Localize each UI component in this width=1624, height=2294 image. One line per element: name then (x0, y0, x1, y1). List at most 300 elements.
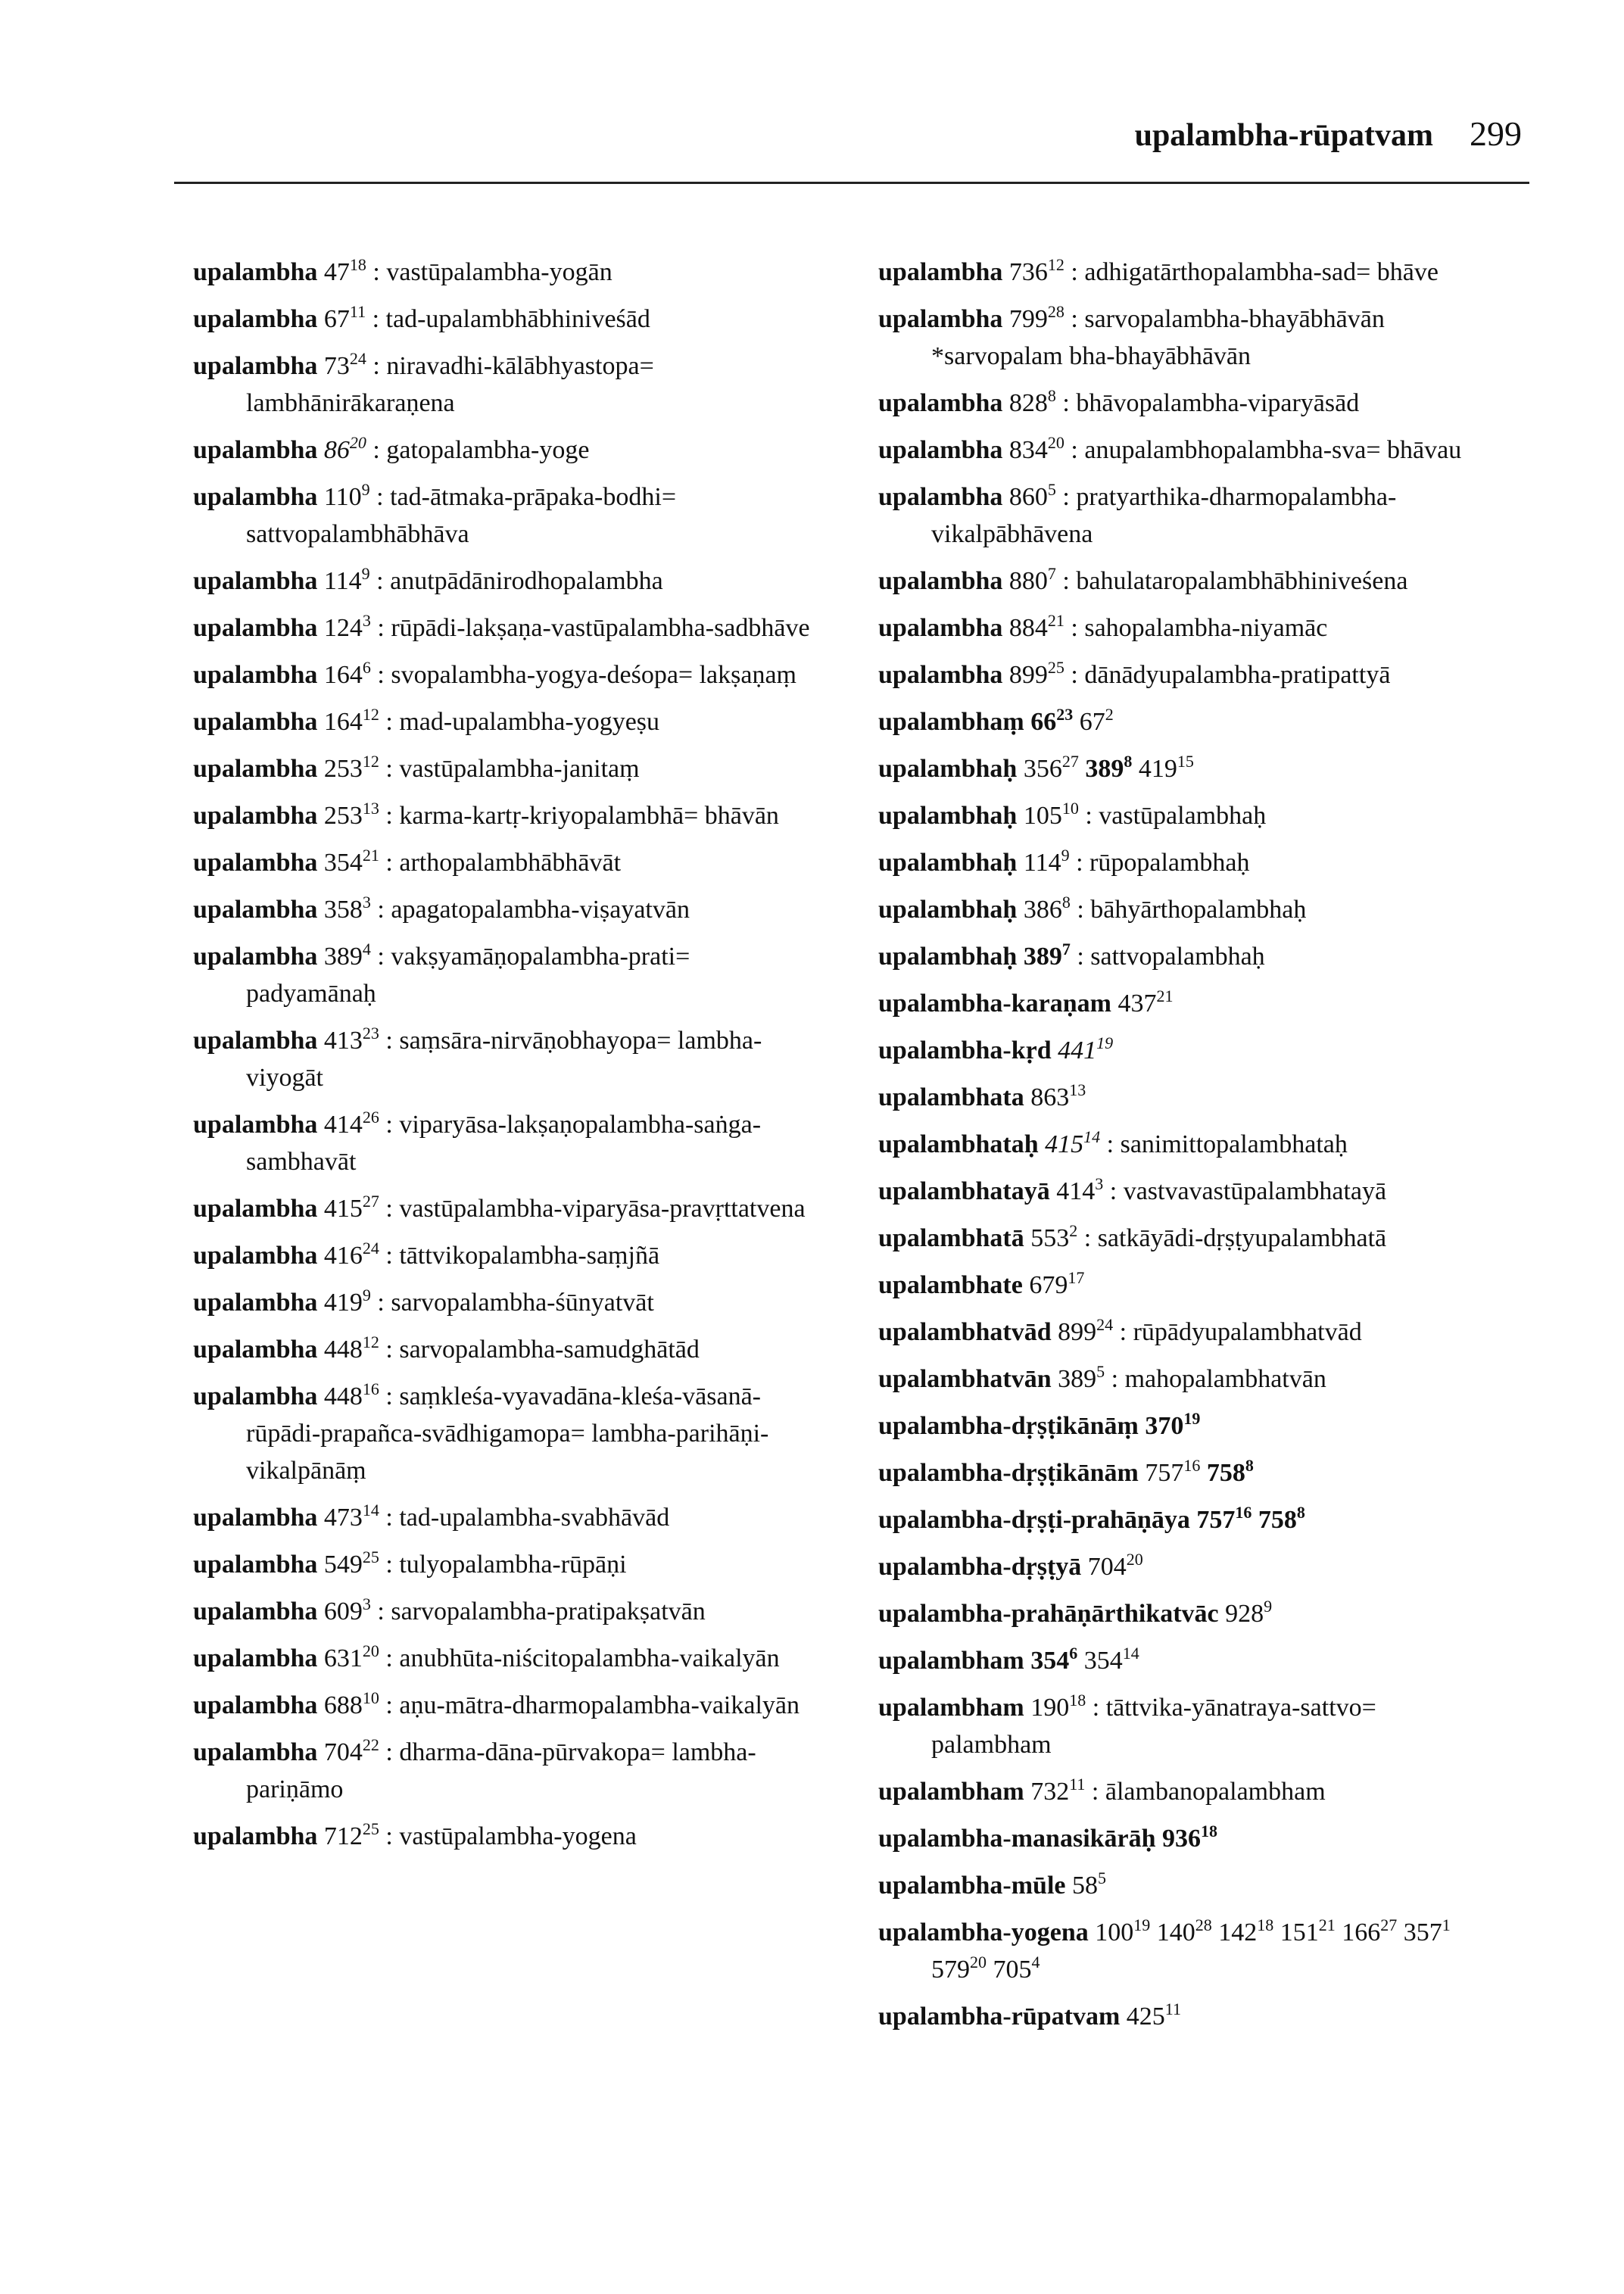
reference-page: 354 (323, 849, 363, 877)
entry-headword: upalambha-yogena (878, 1918, 1089, 1946)
entry-reference (1145, 1456, 1201, 1487)
reference-line: 13 (362, 799, 379, 818)
reference-page: 704 (323, 1738, 363, 1766)
entry-headword: upalambha-rūpatvam (878, 2003, 1121, 2031)
entry-gloss: sarvopalambha-śūnyatvāt (391, 1289, 654, 1317)
entry-gloss: vastūpalambha-janitaṃ (399, 755, 640, 783)
entry-headword: upalambham (878, 1694, 1024, 1722)
reference-line: 11 (1164, 1999, 1181, 2018)
entry-reference (1156, 1915, 1212, 1946)
entry-gloss: tad-upalambha-svabhāvād (399, 1504, 670, 1532)
entry-headword: upalambha (193, 661, 318, 689)
entry-reference (1008, 564, 1056, 595)
entry-reference (931, 1953, 987, 1984)
index-entry: upalambha $834^{20}$ : anupalambhopalambha-sva= bhāvau (878, 433, 1462, 464)
reference-page: 47 (323, 258, 350, 286)
reference-page: 473 (323, 1504, 363, 1532)
entry-gloss: ālambanopalambham (1105, 1778, 1326, 1806)
reference-page: 140 (1156, 1918, 1195, 1946)
entry-reference (1145, 1409, 1201, 1440)
entry-reference (1206, 1456, 1254, 1487)
reference-line: 3 (362, 1594, 371, 1613)
reference-line: 25 (1047, 658, 1064, 677)
index-entry: upalambha $110^9$ : tad-ātmaka-prāpaka-bodhi= sattvopalambhābhāva (193, 480, 676, 548)
reference-page: 549 (323, 1551, 363, 1579)
entry-gloss: tāttvikopalambha-saṃjñā (399, 1242, 660, 1270)
entry-reference (1403, 1915, 1451, 1946)
page-number: 299 (1470, 114, 1522, 153)
reference-line: 11 (1069, 1775, 1086, 1794)
reference-page: 151 (1280, 1918, 1319, 1946)
entry-reference (1030, 1080, 1086, 1111)
reference-line: 27 (1380, 1915, 1398, 1934)
index-entry: upalambhatā $553^2$ : satkāyādi-dṛṣṭyupalambhatā (878, 1221, 1387, 1252)
reference-line: 6 (1069, 1644, 1078, 1663)
entry-reference (323, 846, 379, 877)
entry-reference (1280, 1915, 1336, 1946)
reference-page: 67 (1079, 708, 1105, 736)
reference-line: 2 (1105, 705, 1114, 724)
entry-headword: upalambha (878, 483, 1003, 511)
entry-headword: upalambha (193, 1336, 318, 1364)
reference-line: 9 (1061, 846, 1070, 865)
entry-reference (323, 752, 379, 783)
index-entry: upalambha $253^{12}$ : vastūpalambha-janitaṃ (193, 752, 640, 783)
entry-headword: upalambha (193, 1551, 318, 1579)
entry-gloss: rūpopalambhaḥ (1089, 849, 1250, 877)
index-entry: upalambha $631^{20}$ : anubhūta-niścitopalambha-vaikalyān (193, 1641, 780, 1672)
entry-reference (1030, 1221, 1078, 1252)
index-entry: upalambha $899^{25}$ : dānādyupalambha-pratipattyā (878, 658, 1391, 689)
entry-reference (1138, 752, 1194, 783)
entry-reference (1095, 1915, 1151, 1946)
reference-line: 27 (362, 1192, 379, 1211)
reference-line: 5 (1096, 1362, 1105, 1381)
reference-page: 679 (1029, 1271, 1068, 1299)
entry-reference (993, 1953, 1040, 1984)
index-entry: upalambha $416^{24}$ : tāttvikopalambha-saṃjñā (193, 1239, 660, 1270)
reference-line: 12 (362, 1332, 379, 1351)
entry-gloss: karma-kartṛ-kriyopalambhā= bhāvān (399, 802, 779, 830)
reference-line: 21 (1047, 611, 1064, 630)
entry-gloss: satkāyādi-dṛṣṭyupalambhatā (1097, 1224, 1387, 1252)
reference-page: 370 (1145, 1412, 1184, 1440)
entry-gloss: anubhūta-niścitopalambha-vaikalyān (399, 1644, 780, 1672)
index-entry: upalambha $828^8$ : bhāvopalambha-viparyāsād (878, 386, 1360, 417)
entry-headword: upalambha (193, 1242, 318, 1270)
reference-line: 23 (362, 1024, 379, 1043)
entry-reference (1008, 611, 1064, 642)
reference-line: 24 (349, 349, 366, 368)
entry-headword: upalambham (878, 1778, 1024, 1806)
index-entry (878, 1914, 1499, 1988)
reference-line: 8 (1296, 1503, 1305, 1522)
entry-headword: upalambha (193, 896, 318, 924)
entry-headword: upalambha (193, 1504, 318, 1532)
reference-line: 18 (1257, 1915, 1274, 1934)
reference-line: 3 (362, 611, 371, 630)
entry-headword: upalambhaḥ (878, 943, 1018, 971)
entry-reference (1023, 799, 1079, 830)
entry-gloss: sanimittopalambhataḥ (1120, 1130, 1348, 1158)
reference-page: 799 (1008, 305, 1048, 333)
left-column (193, 254, 814, 1865)
right-column (878, 254, 1499, 2045)
entry-gloss: dharma-dāna-pūrvakopa= lambha-pariṇāmo (246, 1738, 756, 1803)
index-entry: upalambhaḥ $389^7$ : sattvopalambhaḥ (878, 940, 1265, 971)
entry-gloss: dānādyupalambha-pratipattyā (1084, 661, 1391, 689)
reference-page: 389 (323, 943, 363, 971)
reference-line: 14 (1122, 1644, 1139, 1663)
reference-line: 18 (1201, 1822, 1218, 1840)
reference-line: 9 (361, 480, 370, 499)
index-entry: upalambha $448^{16}$ : saṃkleśa-vyavadāna-kleśa-vāsanā-rūpādi-prapañca-svādhigamopa= lambha-parihāṇi-vikalpānāṃ (193, 1379, 769, 1485)
entry-gloss: rūpādi-lakṣaṇa-vastūpalambha-sadbhāve (391, 614, 810, 642)
entry-reference (323, 1548, 379, 1579)
entry-reference (1008, 386, 1056, 417)
reference-page: 936 (1162, 1825, 1202, 1853)
entry-reference (1225, 1597, 1273, 1628)
entry-gloss: saṃsāra-nirvāṇobhayopa= lambha-viyogāt (246, 1027, 762, 1092)
reference-page: 67 (323, 305, 350, 333)
entry-reference (1023, 752, 1079, 783)
reference-line: 20 (970, 1953, 987, 1971)
entry-gloss: bahulataropalambhābhiniveśena (1076, 567, 1408, 595)
index-entry (878, 1998, 1499, 2035)
entry-gloss: vastūpalambha-viparyāsa-pravṛttatvena (399, 1195, 806, 1223)
entry-reference (1008, 658, 1064, 689)
entry-headword: upalambha (193, 1822, 318, 1850)
reference-line: 16 (1183, 1456, 1201, 1475)
reference-page: 253 (323, 755, 363, 783)
entry-gloss: mahopalambhatvān (1124, 1365, 1326, 1393)
entry-reference (323, 1332, 379, 1364)
index-entry: upalambha $413^{23}$ : saṃsāra-nirvāṇobhayopa= lambha-viyogāt (193, 1024, 762, 1092)
entry-headword: upalambha (878, 389, 1003, 417)
entry-headword: upalambha (193, 1382, 318, 1410)
reference-line: 26 (362, 1108, 379, 1127)
reference-line: 28 (1195, 1915, 1212, 1934)
reference-line: 27 (1061, 752, 1079, 771)
reference-line: 9 (361, 564, 370, 583)
entry-gloss: arthopalambhābhāvāt (399, 849, 622, 877)
entry-gloss: tad-upalambhābhiniveśād (385, 305, 650, 333)
entry-reference (1030, 705, 1074, 736)
reference-page: 100 (1095, 1918, 1134, 1946)
entry-headword: upalambhata (878, 1083, 1024, 1111)
reference-page: 389 (1085, 755, 1124, 783)
entry-reference (323, 940, 371, 971)
entry-gloss: sarvopalambha-pratipakṣatvān (391, 1597, 706, 1625)
reference-page: 732 (1030, 1778, 1070, 1806)
reference-page: 415 (1045, 1130, 1084, 1158)
index-entry: upalambha $884^{21}$ : sahopalambha-niyamāc (878, 611, 1328, 642)
entry-gloss: sattvopalambhaḥ (1090, 943, 1265, 971)
entry-reference (1008, 433, 1064, 464)
reference-line: 19 (1096, 1033, 1114, 1052)
reference-line: 28 (1047, 302, 1064, 321)
entry-headword: upalambha (193, 1691, 318, 1719)
reference-line: 25 (362, 1548, 379, 1566)
entry-headword: upalambhaḥ (878, 896, 1018, 924)
entry-reference (323, 349, 366, 380)
reference-page: 164 (323, 661, 363, 689)
index-entry: upalambha $704^{22}$ : dharma-dāna-pūrvakopa= lambha-pariṇāmo (193, 1735, 756, 1803)
entry-gloss: niravadhi-kālābhyastopa= lambhānirākaraṇena (246, 352, 654, 417)
entry-reference (323, 1108, 379, 1139)
entry-reference (1030, 1691, 1086, 1722)
entry-gloss: viparyāsa-lakṣaṇopalambha-saṅga-sambhavāt (246, 1111, 762, 1176)
entry-reference (323, 480, 370, 511)
reference-line: 19 (1133, 1915, 1151, 1934)
entry-gloss: vastvavastūpalambhatayā (1123, 1177, 1387, 1205)
entry-headword: upalambha (193, 567, 318, 595)
index-entry: upalambha $473^{14}$ : tad-upalambha-svabhāvād (193, 1501, 670, 1532)
entry-reference (323, 1501, 379, 1532)
entry-reference (1008, 480, 1056, 511)
entry-gloss: vastūpalambha-yogān (386, 258, 613, 286)
entry-headword: upalambha (193, 305, 318, 333)
entry-reference (1058, 1315, 1114, 1346)
entry-reference (1196, 1503, 1252, 1534)
index-entry: upalambha $73^{24}$ : niravadhi-kālābhyastopa= lambhānirākaraṇena (193, 349, 654, 417)
reference-page: 105 (1023, 802, 1062, 830)
reference-page: 142 (1218, 1918, 1258, 1946)
entry-reference (323, 302, 366, 333)
reference-page: 828 (1008, 389, 1048, 417)
entry-gloss: svopalambha-yogya-deśopa= lakṣaṇaṃ (391, 661, 796, 689)
entry-gloss: mad-upalambha-yogyeṣu (399, 708, 660, 736)
reference-line: 23 (1056, 705, 1074, 724)
reference-page: 860 (1008, 483, 1048, 511)
reference-page: 389 (1058, 1365, 1097, 1393)
entry-headword: upalambha-dṛṣṭikānām (878, 1459, 1139, 1487)
index-entry: upalambhaḥ $114^9$ : rūpopalambhaḥ (878, 846, 1250, 877)
entry-gloss: pratyarthika-dharmopalambha-vikalpābhāvena (931, 483, 1397, 548)
reference-page: 688 (323, 1691, 363, 1719)
entry-gloss: aṇu-mātra-dharmopalambha-vaikalyān (399, 1691, 800, 1719)
index-entry (878, 1501, 1499, 1538)
entry-reference (323, 1379, 379, 1410)
entry-headword: upalambha-kṛd (878, 1036, 1052, 1064)
entry-headword: upalambhaḥ (878, 849, 1018, 877)
reference-page: 357 (1403, 1918, 1442, 1946)
header-title: upalambha-rūpatvam (1134, 118, 1433, 153)
reference-line: 9 (362, 1286, 371, 1304)
entry-reference (1008, 302, 1064, 333)
reference-line: 3 (1095, 1174, 1104, 1193)
reference-page: 631 (323, 1644, 363, 1672)
entry-reference (323, 433, 366, 464)
reference-page: 58 (1072, 1872, 1098, 1900)
reference-page: 124 (323, 614, 363, 642)
entry-reference (1058, 1033, 1114, 1064)
entry-reference (1162, 1822, 1218, 1853)
entry-headword: upalambhaṃ (878, 708, 1024, 736)
reference-line: 14 (1083, 1127, 1101, 1146)
reference-line: 24 (1096, 1315, 1114, 1334)
entry-reference (323, 658, 371, 689)
index-entry: upalambha $712^{25}$ : vastūpalambha-yogena (193, 1819, 637, 1850)
index-entry: upalambha $549^{25}$ : tulyopalambha-rūpāṇi (193, 1548, 627, 1579)
entry-reference (323, 893, 371, 924)
entry-reference (323, 1688, 379, 1719)
reference-line: 1 (1442, 1915, 1451, 1934)
entry-headword: upalambha (193, 352, 318, 380)
entry-gloss: tulyopalambha-rūpāṇi (399, 1551, 627, 1579)
reference-line: 19 (1183, 1409, 1201, 1428)
reference-page: 164 (323, 708, 363, 736)
reference-line: 21 (362, 846, 379, 865)
entry-gloss: vastūpalambha-yogena (399, 1822, 637, 1850)
reference-page: 579 (931, 1956, 970, 1984)
entry-headword: upalambha (878, 661, 1003, 689)
entry-headword: upalambham (878, 1647, 1024, 1675)
reference-line: 20 (362, 1641, 379, 1660)
reference-page: 425 (1126, 2003, 1165, 2031)
index-entry (878, 1032, 1499, 1069)
reference-page: 757 (1145, 1459, 1184, 1487)
index-entry: upalambhatayā $414^3$ : vastvavastūpalambhatayā (878, 1174, 1387, 1205)
reference-line: 13 (1069, 1080, 1086, 1099)
index-entry (878, 750, 1499, 787)
entry-headword: upalambhatvān (878, 1365, 1052, 1393)
reference-line: 4 (362, 940, 371, 958)
entry-reference (1342, 1915, 1398, 1946)
index-entry: upalambhaḥ $386^8$ : bāhyārthopalambhaḥ (878, 893, 1307, 924)
index-entry (878, 1454, 1499, 1491)
reference-page: 712 (323, 1822, 363, 1850)
index-entry (878, 1267, 1499, 1304)
entry-headword: upalambha (193, 1289, 318, 1317)
reference-page: 354 (1030, 1647, 1070, 1675)
index-entry: upalambha $114^9$ : anutpādānirodhopalambha (193, 564, 663, 595)
reference-page: 441 (1058, 1036, 1097, 1064)
reference-line: 18 (1069, 1691, 1086, 1710)
reference-page: 386 (1023, 896, 1062, 924)
entry-gloss: tāttvika-yānatraya-sattvo= palambham (931, 1694, 1376, 1759)
index-entry (878, 1548, 1499, 1585)
index-entry (878, 985, 1499, 1022)
reference-page: 757 (1196, 1506, 1236, 1534)
entry-reference (1056, 1174, 1104, 1205)
entry-headword: upalambha (193, 755, 318, 783)
entry-reference (1029, 1268, 1085, 1299)
entry-gloss: vakṣyamāṇopalambha-prati= padyamānaḥ (246, 943, 690, 1008)
reference-line: 8 (1124, 752, 1133, 771)
reference-line: 16 (1235, 1503, 1252, 1522)
index-entry (878, 1867, 1499, 1904)
entry-reference (323, 1641, 379, 1672)
entry-reference (1083, 1644, 1139, 1675)
entry-headword: upalambha (878, 305, 1003, 333)
reference-line: 20 (1126, 1550, 1143, 1569)
entry-reference (323, 255, 366, 286)
reference-line: 7 (1047, 564, 1056, 583)
index-entry: upalambha $67^{11}$ : tad-upalambhābhiniveśād (193, 302, 650, 333)
entry-headword: upalambhatvād (878, 1318, 1052, 1346)
entry-headword: upalambha-mūle (878, 1872, 1066, 1900)
entry-reference (323, 611, 371, 642)
reference-line: 5 (1098, 1869, 1106, 1887)
entry-headword: upalambhatayā (878, 1177, 1050, 1205)
entry-headword: upalambha (193, 708, 318, 736)
reference-line: 2 (1069, 1221, 1078, 1240)
entry-reference (1030, 1644, 1078, 1675)
entry-gloss: rūpādyupalambhatvād (1133, 1318, 1362, 1346)
index-entry: upalambham $190^{18}$ : tāttvika-yānatraya-sattvo= palambham (878, 1691, 1376, 1759)
reference-page: 863 (1030, 1083, 1070, 1111)
entry-headword: upalambhate (878, 1271, 1023, 1299)
reference-page: 114 (1023, 849, 1061, 877)
entry-gloss: tad-ātmaka-prāpaka-bodhi= sattvopalambhābhāva (246, 483, 676, 548)
index-entry: upalambha $124^3$ : rūpādi-lakṣaṇa-vastūpalambha-sadbhāve (193, 611, 810, 642)
entry-reference (1023, 940, 1071, 971)
entry-gloss: anupalambhopalambha-sva= bhāvau (1084, 436, 1462, 464)
entry-headword: upalambha (878, 258, 1003, 286)
reference-page: 356 (1023, 755, 1062, 783)
entry-headword: upalambha (193, 258, 318, 286)
reference-page: 110 (323, 483, 362, 511)
reference-line: 8 (1245, 1456, 1254, 1475)
entry-headword: upalambhatā (878, 1224, 1024, 1252)
entry-headword: upalambha (193, 614, 318, 642)
reference-page: 415 (323, 1195, 363, 1223)
reference-page: 609 (323, 1597, 363, 1625)
entry-headword: upalambha (193, 436, 318, 464)
entry-reference (323, 1239, 379, 1270)
entry-reference (323, 1819, 379, 1850)
entry-reference (1045, 1127, 1101, 1158)
entry-reference (1030, 1775, 1086, 1806)
reference-line: 18 (349, 255, 366, 274)
index-entry: upalambha $414^{26}$ : viparyāsa-lakṣaṇopalambha-saṅga-sambhavāt (193, 1108, 762, 1176)
entry-headword: upalambha (878, 436, 1003, 464)
reference-page: 86 (323, 436, 350, 464)
entry-reference (323, 1192, 379, 1223)
entry-gloss: bāhyārthopalambhaḥ (1090, 896, 1307, 924)
index-entry: upalambha $389^4$ : vakṣyamāṇopalambha-prati= padyamānaḥ (193, 940, 690, 1008)
entry-headword: upalambha (193, 1644, 318, 1672)
reference-line: 17 (1068, 1268, 1085, 1287)
reference-page: 166 (1342, 1918, 1381, 1946)
reference-page: 704 (1087, 1553, 1127, 1581)
entry-gloss: sarvopalambha-samudghātād (399, 1336, 700, 1364)
entry-headword: upalambha (193, 849, 318, 877)
entry-reference (1087, 1550, 1143, 1581)
reference-page: 928 (1225, 1600, 1264, 1628)
entry-reference (323, 1735, 379, 1766)
reference-line: 9 (1264, 1597, 1273, 1616)
entry-gloss: sarvopalambha-bhayābhāvān *sarvopalam bha-bhayābhāvān (931, 305, 1385, 370)
reference-page: 358 (323, 896, 363, 924)
reference-page: 414 (323, 1111, 363, 1139)
reference-page: 448 (323, 1336, 363, 1364)
reference-line: 12 (1047, 255, 1064, 274)
entry-headword: upalambha (193, 483, 318, 511)
entry-reference (1126, 1999, 1181, 2031)
entry-headword: upalambha-karaṇam (878, 990, 1111, 1018)
entry-reference (323, 1024, 379, 1055)
reference-page: 73 (323, 352, 350, 380)
entry-headword: upalambha (193, 1597, 318, 1625)
entry-reference (1218, 1915, 1274, 1946)
reference-page: 899 (1058, 1318, 1097, 1346)
reference-line: 21 (1156, 986, 1174, 1005)
index-entry: upalambha $736^{12}$ : adhigatārthopalambha-sad= bhāve (878, 255, 1439, 286)
reference-page: 419 (323, 1289, 363, 1317)
reference-line: 6 (362, 658, 371, 677)
